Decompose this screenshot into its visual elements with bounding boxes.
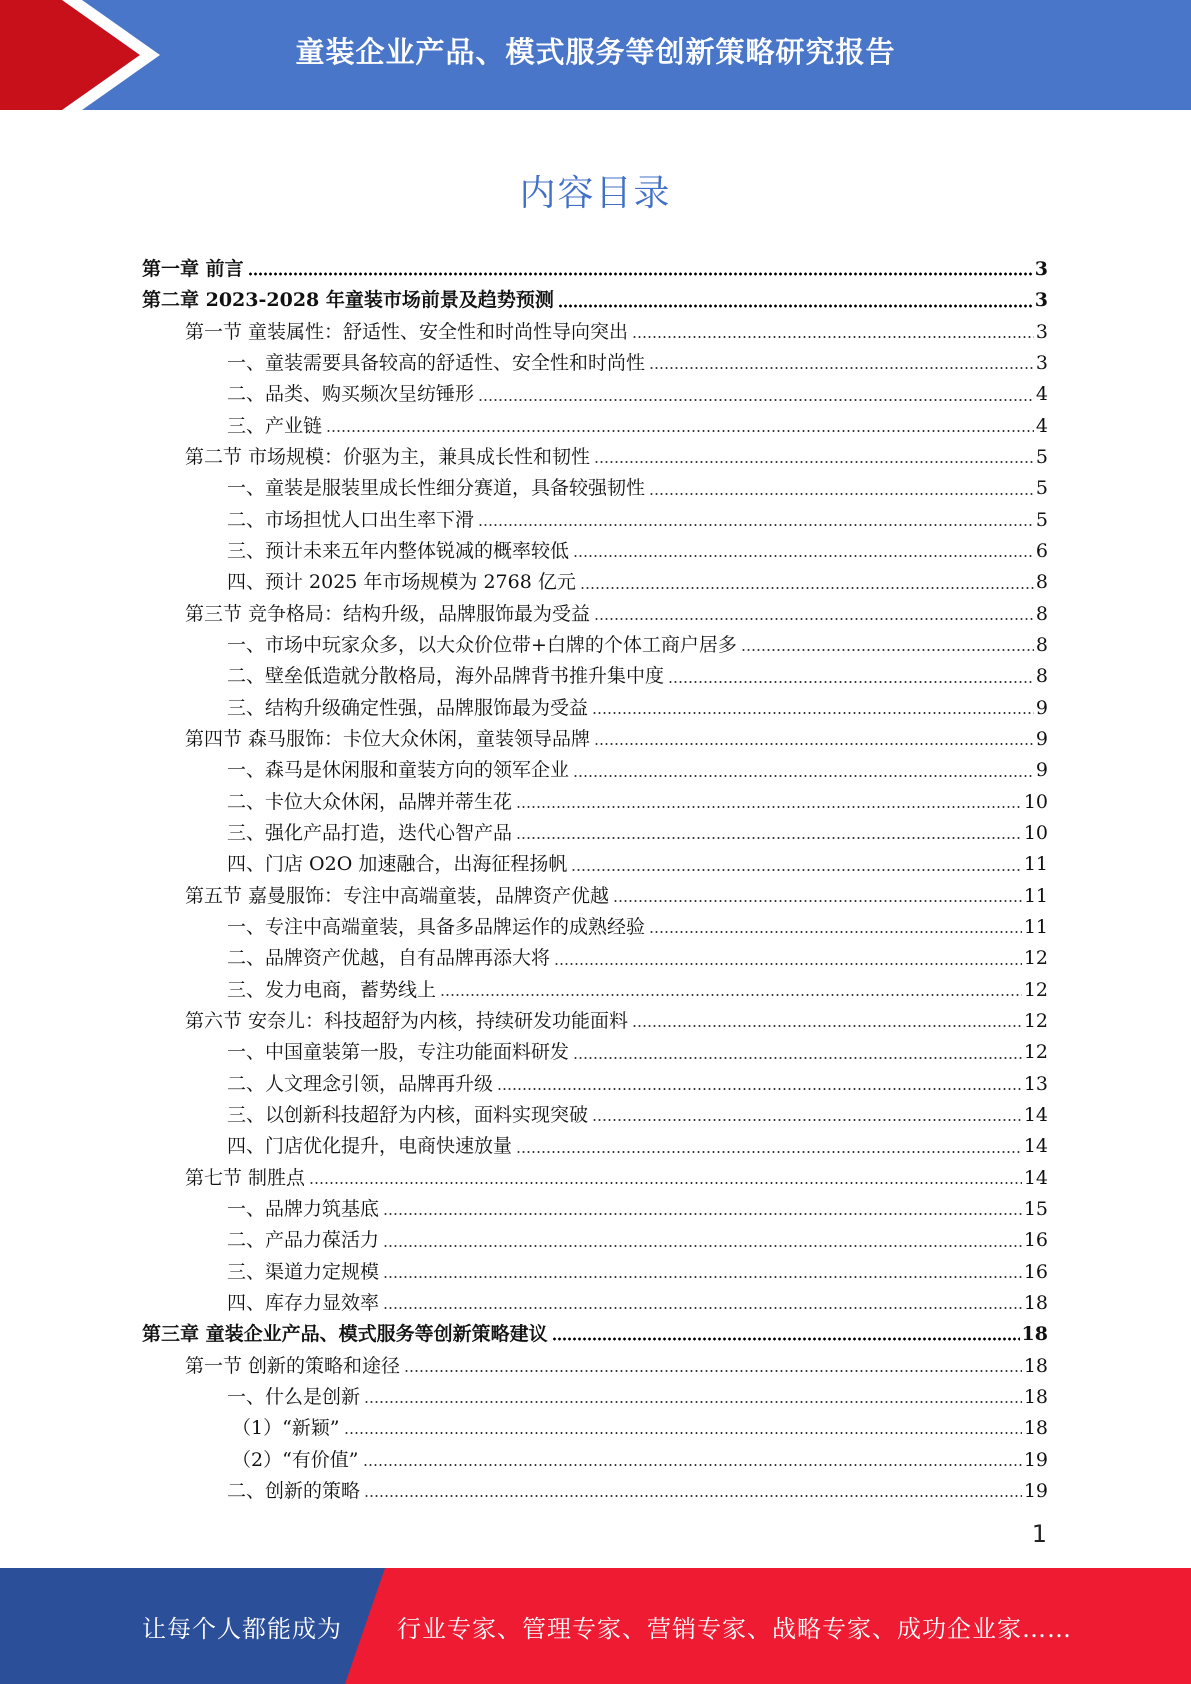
toc-entry-title: 二、产品力葆活力	[227, 1229, 380, 1252]
toc-entry[interactable]	[142, 1037, 1048, 1068]
toc-entry-page: 6	[1035, 540, 1048, 563]
toc-entry-title: 第五节 嘉曼服饰：专注中高端童装，品牌资产优越	[185, 884, 610, 907]
page-number: 1	[1031, 1520, 1047, 1548]
toc-entry[interactable]	[142, 975, 1048, 1006]
footer-slogan-left: 让每个人都能成为	[142, 1614, 342, 1643]
toc-entry-page: 18	[1023, 1354, 1048, 1377]
toc-entry-title: 三、强化产品打造，迭代心智产品	[227, 822, 513, 845]
toc-leader-dots	[594, 742, 1034, 746]
toc-entry-title: 三、发力电商，蓄势线上	[227, 978, 437, 1001]
toc-leader-dots	[309, 1181, 1022, 1185]
toc-entry-page: 8	[1035, 602, 1048, 625]
toc-entry[interactable]	[142, 317, 1048, 348]
toc-entry[interactable]	[142, 1131, 1048, 1162]
toc-entry-title: 第六节 安奈儿：科技超舒为内核，持续研发功能面料	[185, 1010, 629, 1033]
toc-leader-dots	[594, 617, 1034, 621]
toc-leader-dots	[440, 993, 1022, 997]
toc-entry-title: 第七节 制胜点	[185, 1166, 306, 1189]
footer-slogan-right: 行业专家、管理专家、营销专家、战略专家、成功企业家……	[397, 1614, 1072, 1643]
toc-entry-title: 三、渠道力定规模	[227, 1260, 380, 1283]
toc-entry-page: 5	[1035, 446, 1048, 469]
toc-leader-dots	[326, 429, 1034, 433]
toc-entry-title: 第一节 童装属性：舒适性、安全性和时尚性导向突出	[185, 320, 629, 343]
toc-entry[interactable]	[142, 1350, 1048, 1381]
toc-entry[interactable]	[142, 1257, 1048, 1288]
toc-entry-title: 二、人文理念引领，品牌再升级	[227, 1072, 494, 1095]
toc-entry-page: 13	[1023, 1072, 1048, 1095]
toc-entry[interactable]	[142, 1100, 1048, 1131]
toc-entry-title: 三、产业链	[227, 414, 323, 437]
toc-entry-page: 16	[1023, 1260, 1048, 1283]
toc-entry[interactable]	[142, 567, 1048, 598]
toc-leader-dots	[668, 680, 1034, 684]
toc-entry-page: 14	[1023, 1104, 1048, 1127]
toc-entry-title: 四、门店优化提升，电商快速放量	[227, 1135, 513, 1158]
toc-entry-page: 11	[1023, 884, 1048, 907]
toc-entry-title: 第三章 童装企业产品、模式服务等创新策略建议	[142, 1323, 548, 1346]
toc-leader-dots	[248, 272, 1033, 276]
toc-entry[interactable]	[142, 724, 1048, 755]
toc-entry-title: 二、创新的策略	[227, 1479, 361, 1502]
toc-leader-dots	[558, 304, 1033, 308]
toc-entry-title: 第二章 2023-2028 年童装市场前景及趋势预测	[142, 289, 554, 312]
toc-entry-page: 5	[1035, 477, 1048, 500]
toc-entry-page: 9	[1035, 728, 1048, 751]
toc-entry-page: 18	[1023, 1385, 1048, 1408]
toc-entry-title: （1）“新颖”	[232, 1417, 340, 1440]
toc-entry[interactable]	[142, 630, 1048, 661]
toc-entry[interactable]	[142, 1006, 1048, 1037]
toc-entry-title: 三、结构升级确定性强，品牌服饰最为受益	[227, 696, 589, 719]
toc-entry[interactable]	[142, 912, 1048, 943]
toc-entry[interactable]	[142, 411, 1048, 442]
toc-entry[interactable]	[142, 943, 1048, 974]
toc-leader-dots	[497, 1087, 1022, 1091]
toc-entry-title: 一、什么是创新	[227, 1385, 361, 1408]
toc-entry-page: 3	[1035, 320, 1048, 343]
toc-entry-page: 18	[1023, 1291, 1048, 1314]
toc-leader-dots	[580, 586, 1034, 590]
toc-entry-title: 二、壁垒低造就分散格局，海外品牌背书推升集中度	[227, 665, 665, 688]
toc-leader-dots	[383, 1244, 1022, 1248]
toc-leader-dots	[364, 1400, 1022, 1404]
toc-leader-dots	[649, 930, 1022, 934]
toc-entry-page: 19	[1023, 1479, 1048, 1502]
toc-entry-page: 5	[1035, 508, 1048, 531]
toc-entry-page: 12	[1023, 1041, 1048, 1064]
toc-leader-dots	[364, 1494, 1022, 1498]
toc-entry[interactable]	[142, 348, 1048, 379]
toc-leader-dots	[571, 868, 1021, 872]
toc-leader-dots	[516, 805, 1022, 809]
toc-leader-dots	[632, 1024, 1022, 1028]
toc-leader-dots	[613, 899, 1022, 903]
toc-entry[interactable]	[142, 379, 1048, 410]
toc-entry[interactable]	[142, 1413, 1048, 1444]
toc-entry-page: 12	[1023, 947, 1048, 970]
toc-entry-page: 8	[1035, 571, 1048, 594]
toc-entry-title: 二、品牌资产优越，自有品牌再添大将	[227, 947, 551, 970]
toc-entry[interactable]	[142, 1225, 1048, 1256]
toc-leader-dots	[383, 1306, 1022, 1310]
toc-entry-page: 4	[1035, 383, 1048, 406]
toc-entry-page: 14	[1023, 1135, 1048, 1158]
toc-entry-page: 8	[1035, 665, 1048, 688]
toc-entry[interactable]	[142, 881, 1048, 912]
toc-entry-page: 10	[1023, 822, 1048, 845]
toc-leader-dots	[592, 711, 1034, 715]
toc-leader-dots	[741, 648, 1034, 652]
toc-entry[interactable]	[142, 661, 1048, 692]
toc-entry[interactable]	[142, 285, 1048, 316]
toc-entry[interactable]	[142, 536, 1048, 567]
toc-leader-dots	[552, 1337, 1020, 1341]
toc-leader-dots	[516, 836, 1022, 840]
toc-leader-dots	[573, 554, 1034, 558]
toc-entry-title: 一、专注中高端童装，具备多品牌运作的成熟经验	[227, 916, 646, 939]
toc-entry-title: 一、品牌力筑基底	[227, 1198, 380, 1220]
toc-leader-dots	[649, 492, 1034, 496]
toc-entry-title: 一、童装需要具备较高的舒适性、安全性和时尚性	[227, 352, 646, 375]
toc-leader-dots	[383, 1212, 1022, 1216]
toc-entry-title: 一、童装是服装里成长性细分赛道，具备较强韧性	[227, 477, 646, 500]
toc-entry[interactable]	[142, 1319, 1048, 1350]
toc-leader-dots	[344, 1431, 1022, 1435]
toc-title: 内容目录	[519, 173, 672, 214]
toc-entry-title: （2）“有价值”	[232, 1448, 359, 1471]
table-of-contents	[142, 254, 1048, 1507]
toc-entry[interactable]	[142, 787, 1048, 818]
toc-entry-page: 18	[1023, 1417, 1048, 1440]
toc-entry-page: 15	[1023, 1198, 1048, 1220]
toc-leader-dots	[573, 1056, 1022, 1060]
toc-entry-title: 一、市场中玩家众多，以大众价位带+白牌的个体工商户居多	[227, 634, 737, 657]
report-title: 童装企业产品、模式服务等创新策略研究报告	[295, 34, 896, 69]
toc-entry[interactable]	[142, 755, 1048, 786]
toc-entry-title: 第四节 森马服饰：卡位大众休闲，童装领导品牌	[185, 728, 591, 751]
toc-entry-title: 三、预计未来五年内整体锐减的概率较低	[227, 540, 570, 563]
toc-entry-page: 19	[1023, 1448, 1048, 1471]
toc-entry-page: 16	[1023, 1229, 1048, 1252]
toc-entry-title: 第二节 市场规模：价驱为主，兼具成长性和韧性	[185, 446, 591, 469]
toc-entry[interactable]	[142, 693, 1048, 724]
toc-entry[interactable]	[142, 1444, 1048, 1475]
toc-entry-page: 12	[1023, 978, 1048, 1001]
toc-entry-page: 11	[1023, 853, 1048, 876]
toc-entry-page: 9	[1035, 696, 1048, 719]
toc-entry[interactable]	[142, 599, 1048, 630]
toc-entry-title: 二、卡位大众休闲，品牌并蒂生花	[227, 790, 513, 813]
toc-leader-dots	[573, 774, 1034, 778]
toc-leader-dots	[592, 1118, 1022, 1122]
toc-entry[interactable]	[142, 849, 1048, 880]
toc-entry-page: 9	[1035, 759, 1048, 782]
toc-leader-dots	[594, 460, 1034, 464]
toc-entry-title: 一、森马是休闲服和童装方向的领军企业	[227, 759, 570, 782]
toc-leader-dots	[363, 1463, 1022, 1467]
toc-entry-title: 二、品类、购买频次呈纺锤形	[227, 383, 475, 406]
toc-entry-page: 3	[1034, 258, 1048, 281]
toc-leader-dots	[554, 962, 1022, 966]
page-footer	[0, 1568, 1191, 1684]
toc-leader-dots	[649, 366, 1034, 370]
toc-entry-title: 第三节 竞争格局：结构升级，品牌服饰最为受益	[185, 602, 591, 625]
toc-leader-dots	[478, 398, 1034, 402]
toc-entry-title: 四、预计 2025 年市场规模为 2768 亿元	[227, 571, 576, 594]
toc-entry-title: 二、市场担忧人口出生率下滑	[227, 508, 475, 531]
toc-entry-page: 3	[1034, 289, 1048, 312]
toc-entry-title: 四、门店 O2O 加速融合，出海征程扬帆	[227, 853, 568, 876]
toc-leader-dots	[632, 335, 1034, 339]
toc-entry-page: 4	[1035, 414, 1048, 437]
toc-entry[interactable]	[142, 1194, 1048, 1225]
toc-entry[interactable]	[142, 1069, 1048, 1100]
toc-entry-page: 11	[1023, 916, 1048, 939]
toc-entry[interactable]	[142, 1288, 1048, 1319]
toc-entry-page: 10	[1023, 790, 1048, 813]
toc-leader-dots	[404, 1369, 1022, 1373]
toc-leader-dots	[478, 523, 1034, 527]
toc-entry-title: 一、中国童装第一股，专注功能面料研发	[227, 1041, 570, 1064]
toc-entry-title: 第一节 创新的策略和途径	[185, 1354, 401, 1377]
toc-entry[interactable]	[142, 1476, 1048, 1507]
toc-entry-page: 3	[1035, 352, 1048, 375]
toc-entry[interactable]	[142, 442, 1048, 473]
toc-entry[interactable]	[142, 254, 1048, 285]
toc-entry[interactable]	[142, 473, 1048, 504]
toc-entry[interactable]	[142, 1382, 1048, 1413]
toc-entry[interactable]	[142, 1163, 1048, 1194]
page-header	[0, 0, 1191, 110]
toc-entry[interactable]	[142, 818, 1048, 849]
toc-entry-title: 四、库存力显效率	[227, 1291, 380, 1314]
toc-entry[interactable]	[142, 505, 1048, 536]
toc-entry-page: 18	[1021, 1323, 1048, 1346]
toc-leader-dots	[516, 1150, 1022, 1154]
toc-entry-page: 14	[1023, 1166, 1048, 1189]
toc-entry-title: 第一章 前言	[142, 258, 244, 281]
toc-entry-title: 三、以创新科技超舒为内核，面料实现突破	[227, 1104, 589, 1127]
toc-entry-page: 12	[1023, 1010, 1048, 1033]
toc-entry-page: 8	[1035, 634, 1048, 657]
toc-leader-dots	[383, 1275, 1022, 1279]
